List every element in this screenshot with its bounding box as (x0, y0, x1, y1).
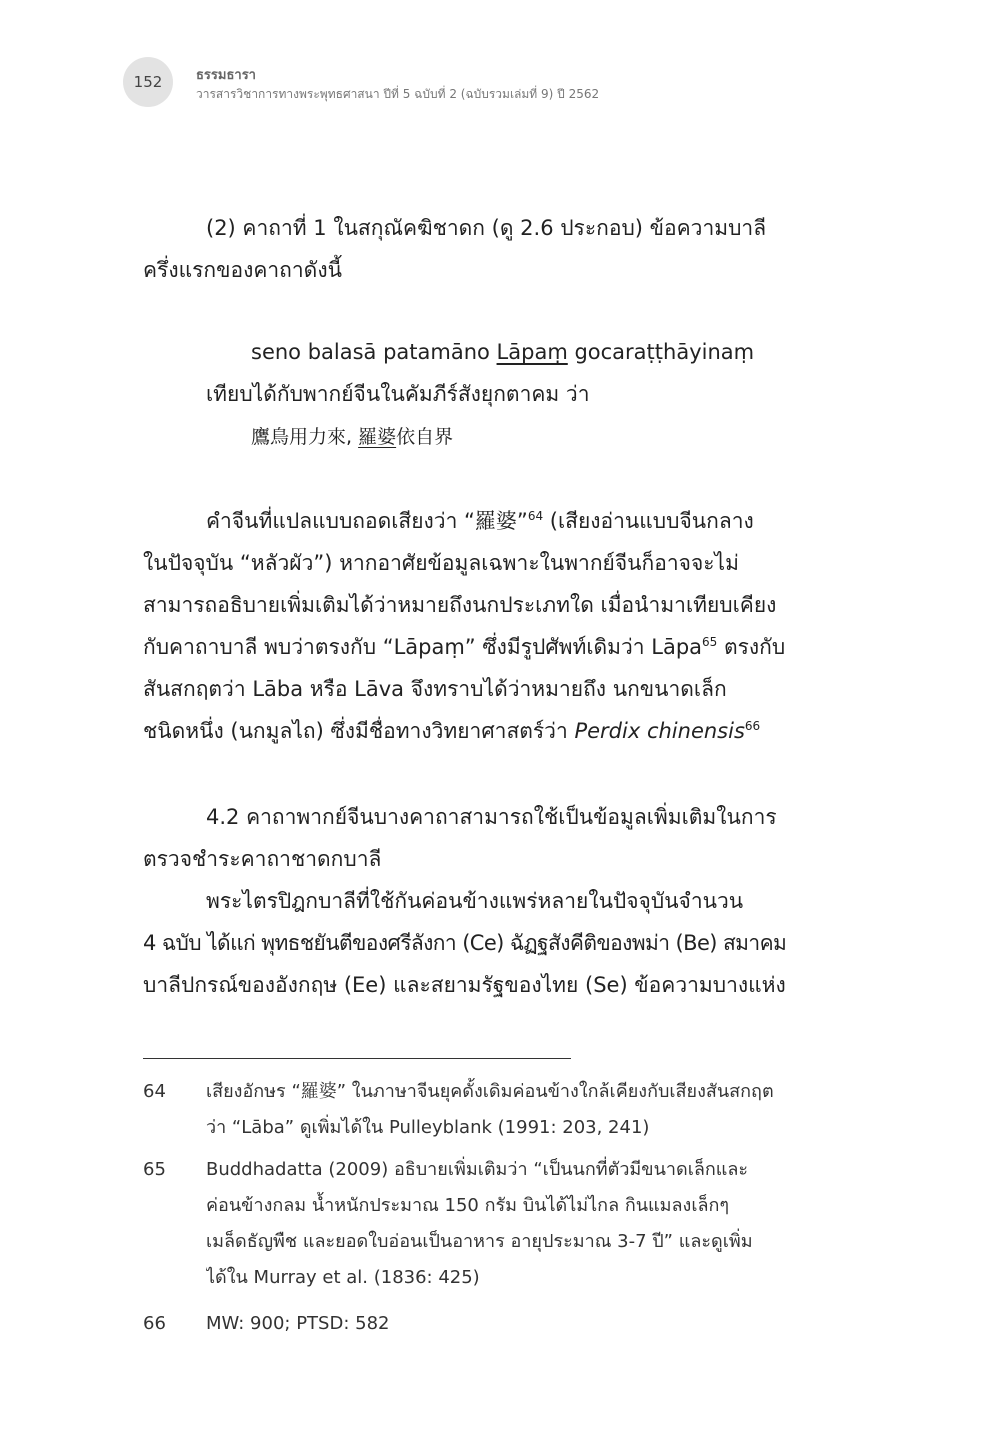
paragraph-text: ตรงกับ (717, 635, 786, 659)
footnote-number: 65 (143, 1159, 166, 1180)
paragraph-tipitaka-editions (143, 880, 829, 1006)
paragraph-line: สันสกฤตว่า Lāba หรือ Lāva จึงทราบได้ว่าหมายถึง นกขนาดเล็ก (143, 677, 727, 701)
section-heading-line: ตรวจชำระคาถาชาดกบาลี (143, 847, 382, 871)
footnote-line: Buddhadatta (2009) อธิบายเพิ่มเติมว่า “เป็นนกที่ตัวมีขนาดเล็กและ (206, 1159, 749, 1180)
chinese-verse-end: 依自界 (396, 426, 454, 448)
chinese-verse (251, 416, 851, 458)
paragraph-example-2 (143, 207, 829, 291)
pali-verse (251, 331, 851, 373)
footnote-line: MW: 900; PTSD: 582 (206, 1313, 390, 1334)
footnote-number: 66 (143, 1313, 166, 1334)
journal-subtitle: วารสารวิชาการทางพระพุทธศาสนา ปีที่ 5 ฉบับที่ 2 (ฉบับรวมเล่มที่ 9) ปี 2562 (196, 87, 600, 101)
paragraph-text: (เสียงอ่านแบบจีนกลาง (543, 509, 754, 533)
paragraph-text: คำจีนที่แปลแบบถอดเสียงว่า “羅婆” (206, 509, 528, 533)
pali-verse-underlined-word: Lāpaṃ (496, 340, 568, 364)
section-heading-line: 4.2 คาถาพากย์จีนบางคาถาสามารถใช้เป็นข้อมูลเพิ่มเติมในการ (206, 805, 777, 829)
footnote-divider (143, 1058, 571, 1059)
paragraph-line: (2) คาถาที่ 1 ในสกุณัคฆิชาดก (ดู 2.6 ประกอบ) ข้อความบาลี (206, 216, 767, 240)
pali-verse-end: gocaraṭṭhāyinaṃ (567, 340, 755, 364)
page-number: 152 (133, 73, 163, 91)
paragraph-text: ชนิดหนึ่ง (นกมูลไถ) ซึ่งมีชื่อทางวิทยาศาสตร์ว่า (143, 719, 575, 743)
footnote-line: เสียงอักษร “羅婆” ในภาษาจีนยุคดั้งเดิมค่อนข้างใกล้เคียงกับเสียงสันสกฤต (206, 1081, 774, 1102)
footnote-ref-64[interactable]: 64 (527, 509, 544, 523)
footnote-number: 64 (143, 1081, 166, 1102)
pali-verse-start: seno balasā patamāno (251, 340, 497, 364)
journal-name: ธรรมธารา (196, 68, 256, 83)
paragraph-line: พระไตรปิฎกบาลีที่ใช้กันค่อนข้างแพร่หลายในปัจจุบันจำนวน (206, 889, 744, 913)
paragraph-line: 4 ฉบับ ได้แก่ พุทธชยันตีของศรีลังกา (Ce) ฉัฏฐสังคีติของพม่า (Be) สมาคม (143, 931, 787, 955)
chinese-verse-underlined-word: 羅婆 (358, 426, 397, 448)
footnote-ref-65[interactable]: 65 (702, 635, 718, 649)
paragraph-line: ในปัจจุบัน “หลัวผัว”) หากอาศัยข้อมูลเฉพาะในพากย์จีนก็อาจจะไม่ (143, 551, 739, 575)
page-number-badge (123, 57, 173, 107)
chinese-comparison-text: เทียบได้กับพากย์จีนในคัมภีร์สังยุกตาคม ว่า (206, 382, 590, 406)
chinese-verse-start: 鷹鳥用力來, (251, 426, 359, 448)
footnote-ref-66[interactable]: 66 (744, 719, 761, 733)
paragraph-text: กับคาถาบาลี พบว่าตรงกับ “Lāpaṃ” ซึ่งมีรูปศัพท์เดิมว่า Lāpa (143, 635, 703, 659)
footnote-line: ว่า “Lāba” ดูเพิ่มได้ใน Pulleyblank (1991: 203, 241) (206, 1117, 650, 1138)
footnote-line: ได้ใน Murray et al. (1836: 425) (206, 1267, 480, 1288)
paragraph-line: สามารถอธิบายเพิ่มเติมได้ว่าหมายถึงนกประเภทใด เมื่อนำมาเทียบเคียง (143, 593, 777, 617)
scientific-name: Perdix chinensis (574, 719, 745, 743)
paragraph-transliteration (143, 500, 829, 752)
section-4-2 (143, 796, 829, 880)
paragraph-line: ครึ่งแรกของคาถาดังนี้ (143, 258, 342, 282)
footnote-line: ค่อนข้างกลม น้ำหนักประมาณ 150 กรัม บินได้ไม่ไกล กินแมลงเล็กๆ (206, 1195, 730, 1216)
chinese-comparison (206, 373, 826, 415)
paragraph-line: บาลีปกรณ์ของอังกฤษ (Ee) และสยามรัฐของไทย (Se) ข้อความบางแห่ง (143, 973, 786, 997)
footnote-line: เมล็ดธัญพืช และยอดใบอ่อนเป็นอาหาร อายุประมาณ 3-7 ปี” และดูเพิ่ม (206, 1231, 753, 1252)
